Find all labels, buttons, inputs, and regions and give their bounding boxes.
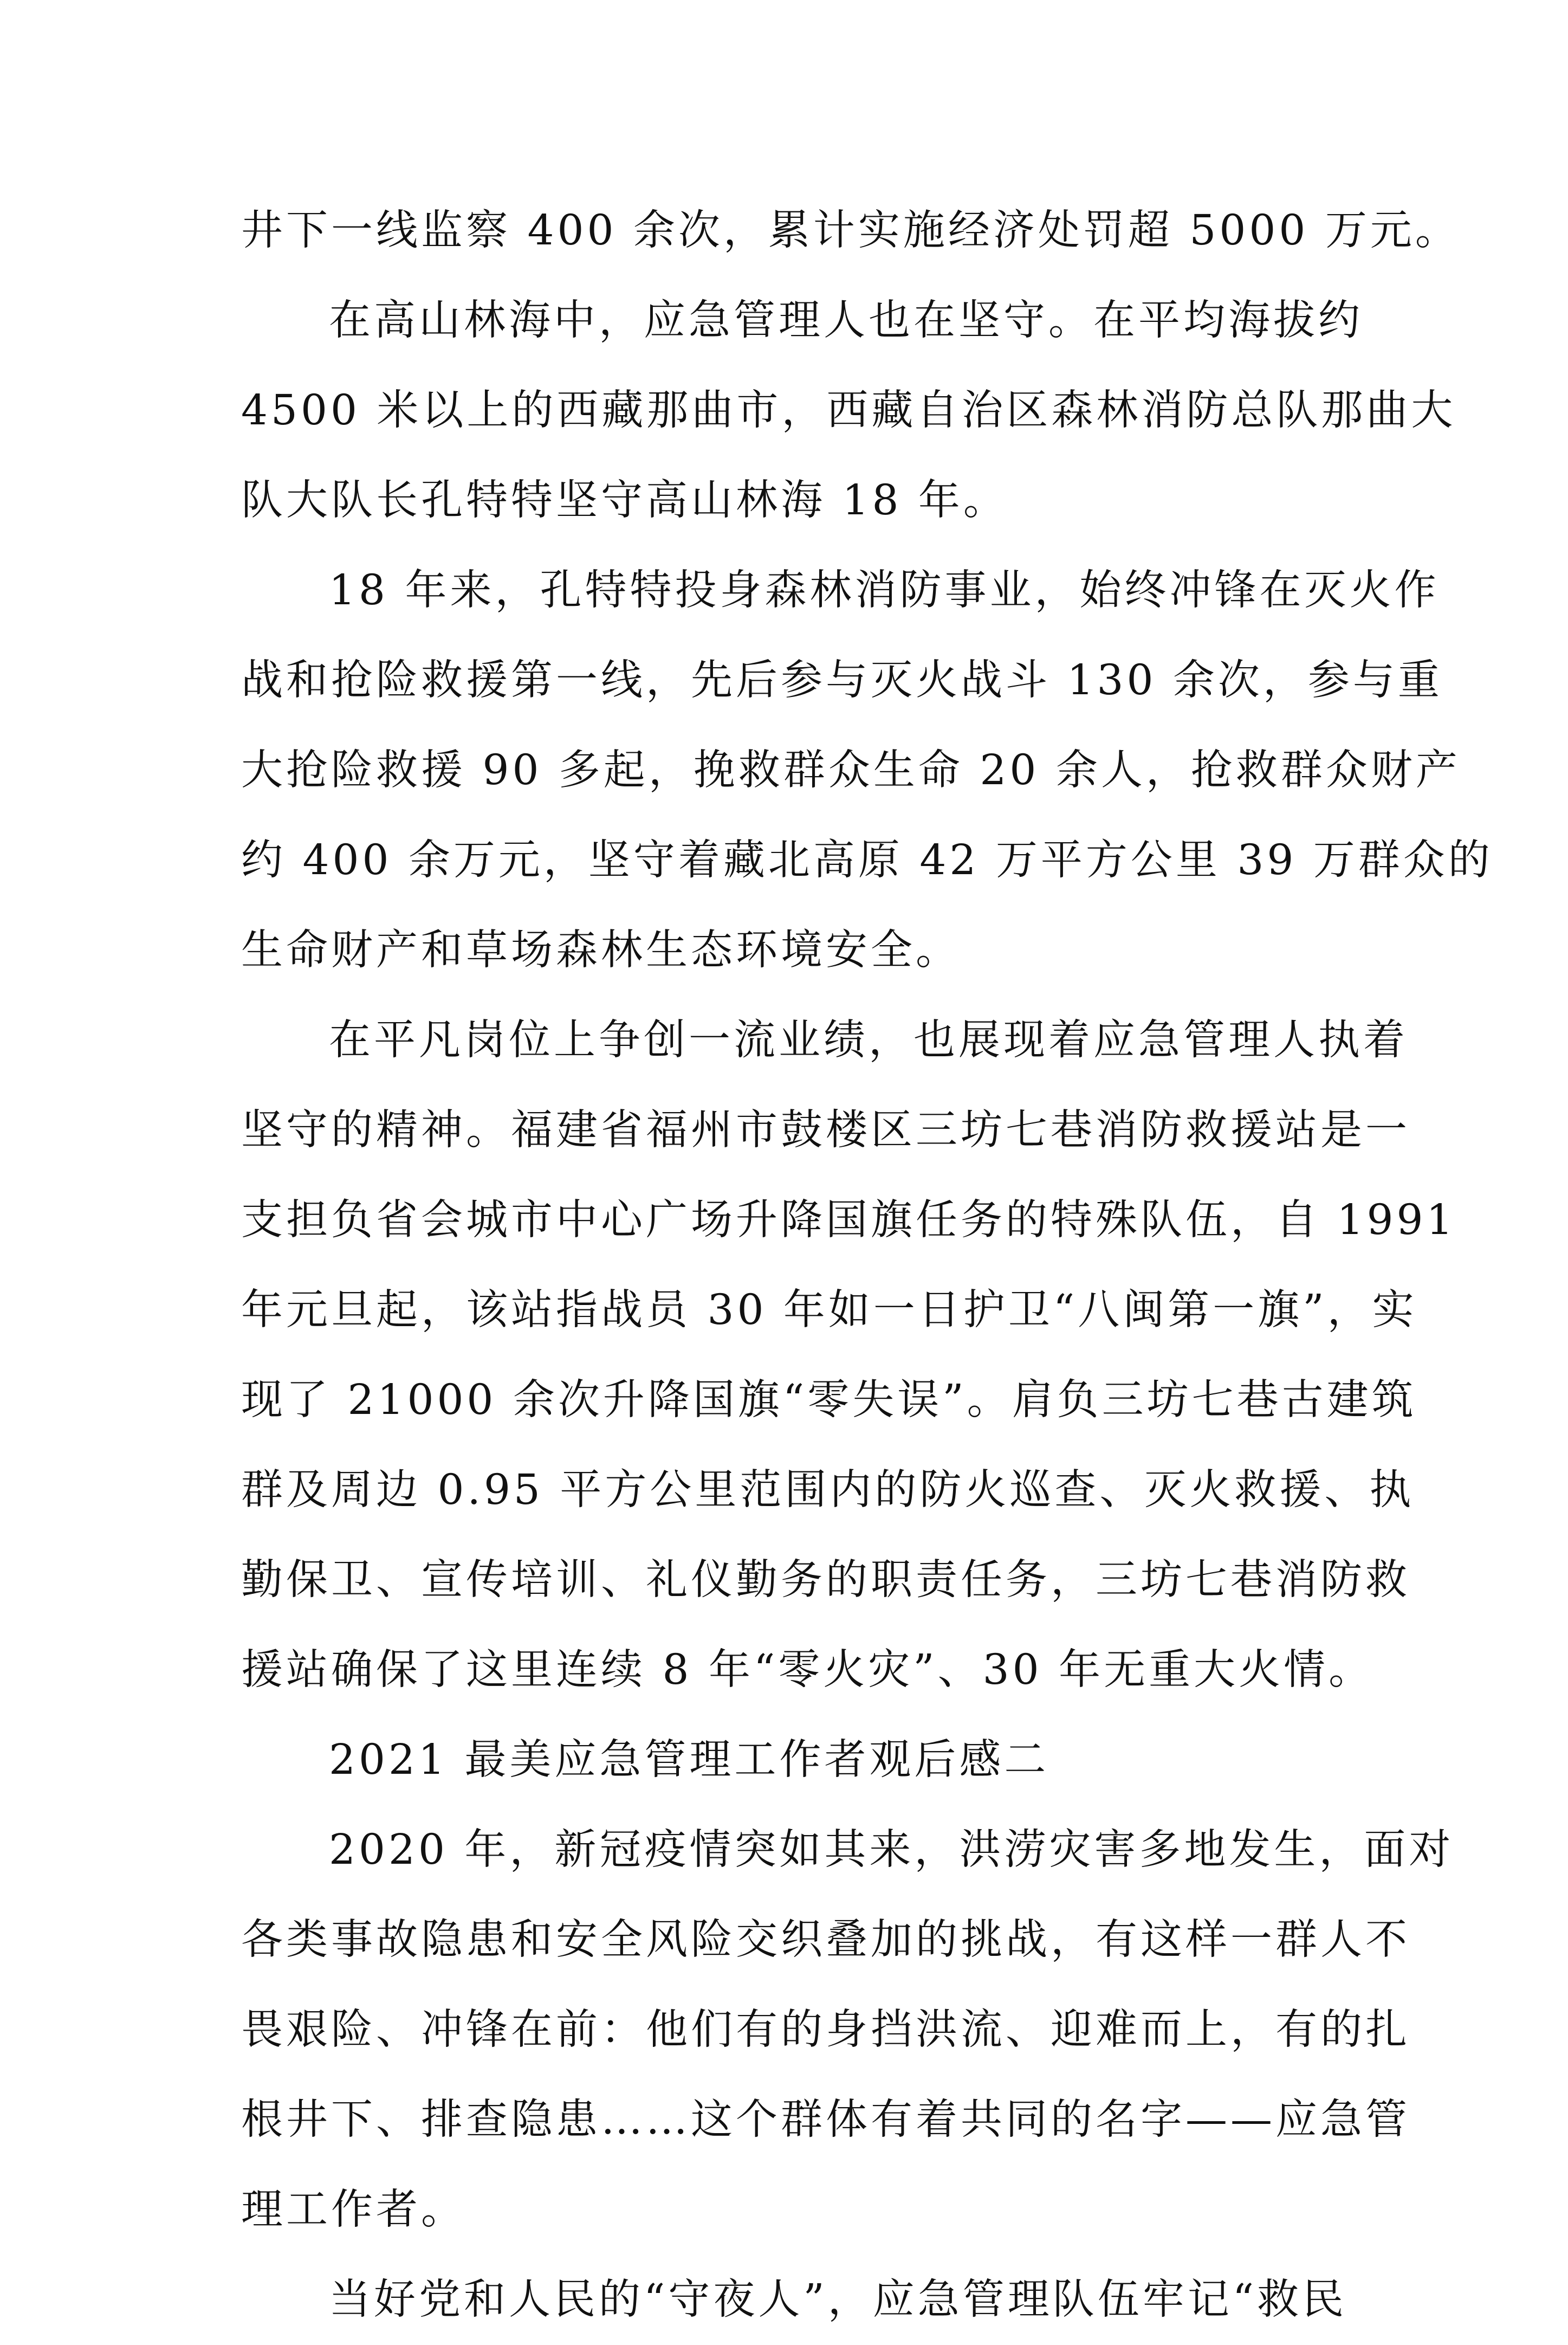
text-line: 支担负省会城市中心广场升降国旗任务的特殊队伍，自 1991 <box>241 1196 1456 1244</box>
text-line: 约 400 余万元，坚守着藏北高原 42 万平方公里 39 万群众的 <box>241 836 1493 884</box>
text-line: 理工作者。 <box>241 2186 466 2234</box>
text-line: 队大队长孔特特坚守高山林海 18 年。 <box>241 476 1008 525</box>
text-line: 在高山林海中，应急管理人也在坚守。在平均海拔约 <box>329 296 1363 345</box>
text-line: 18 年来，孔特特投身森林消防事业，始终冲锋在灭火作 <box>329 566 1440 615</box>
text-line: 坚守的精神。福建省福州市鼓楼区三坊七巷消防救援站是一 <box>241 1106 1410 1154</box>
text-line: 援站确保了这里连续 8 年“零火灾”、30 年无重大火情。 <box>241 1646 1374 1694</box>
text-line: 生命财产和草场森林生态环境安全。 <box>241 926 961 974</box>
text-line: 井下一线监察 400 余次，累计实施经济处罚超 5000 万元。 <box>241 206 1460 255</box>
text-line: 根井下、排查隐患……这个群体有着共同的名字——应急管 <box>241 2096 1410 2144</box>
text-line: 勤保卫、宣传培训、礼仪勤务的职责任务，三坊七巷消防救 <box>241 1556 1410 1604</box>
text-line: 2021 最美应急管理工作者观后感二 <box>329 1736 1049 1784</box>
text-line: 战和抢险救援第一线，先后参与灭火战斗 130 余次，参与重 <box>241 656 1443 705</box>
text-line: 现了 21000 余次升降国旗“零失误”。肩负三坊七巷古建筑 <box>241 1376 1417 1424</box>
text-line: 群及周边 0.95 平方公里范围内的防火巡查、灭火救援、执 <box>241 1466 1415 1514</box>
text-line: 年元旦起，该站指战员 30 年如一日护卫“八闽第一旗”，实 <box>241 1286 1417 1334</box>
text-line: 大抢险救援 90 多起，挽救群众生命 20 余人，抢救群众财产 <box>241 746 1461 794</box>
text-line: 2020 年，新冠疫情突如其来，洪涝灾害多地发生，面对 <box>329 1826 1454 1874</box>
text-line: 在平凡岗位上争创一流业绩，也展现着应急管理人执着 <box>329 1016 1408 1064</box>
text-line: 畏艰险、冲锋在前：他们有的身挡洪流、迎难而上，有的扎 <box>241 2006 1410 2054</box>
text-line: 4500 米以上的西藏那曲市，西藏自治区森林消防总队那曲大 <box>241 386 1456 435</box>
text-line: 各类事故隐患和安全风险交织叠加的挑战，有这样一群人不 <box>241 1916 1410 1964</box>
text-line: 当好党和人民的“守夜人”，应急管理队伍牢记“救民 <box>329 2276 1347 2324</box>
document-body <box>241 186 1493 2345</box>
